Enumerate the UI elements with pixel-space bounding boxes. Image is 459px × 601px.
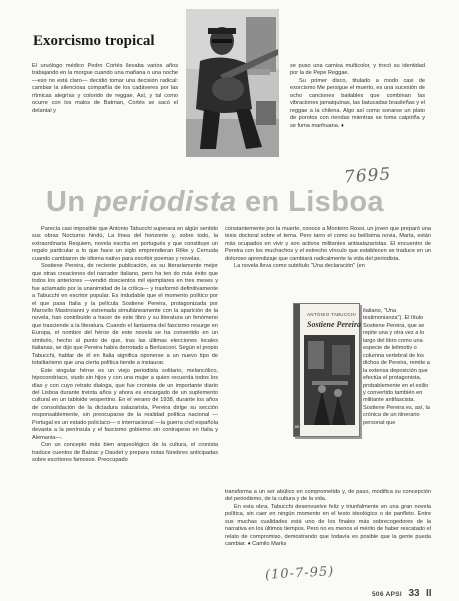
exorcismo-column-right xyxy=(290,63,425,130)
exorcismo-paragraph-3: Su primer disco, titulado a modo casi de exorcismo Me persigue el muerto, es una sucesión de ocho canciones bailables que combinan las vibraciones jamaiquinas, las batucadas brasileñas y el reggae a la chilena. Algo así como sonarse un plato de porotos con riendas mientras se toma caipiriña y se fuma marihuana. ♦ xyxy=(290,77,425,129)
book-spine xyxy=(294,304,300,436)
section-title-exorcismo: Exorcismo tropical xyxy=(33,33,155,49)
footer-section-mark: II xyxy=(426,588,432,599)
article-column-right-bottom xyxy=(225,489,431,549)
article-paragraph-5: constantemente por la muerte, conoce a Monteiro Rossi, un joven que preparó una tesis doctoral sobre el tema. Pero tarro el como su bellísima novia, Marta, están más ocupados en vivir y son activos militantes antisalazaristas. El encuentro de Pereira con los muchachos y el estrecho vínculo que establecen se traduce en un doloroso aprendizaje que cambiará radicalmente la vida del periodista. xyxy=(225,226,431,262)
article-paragraph-2: Sostiene Pereira, de reciente publicación, es su literariamente mejor que otras creaciones del narrador italiano, pero ha ten do más éxito que todos los anteriores —vendió doscientos mil ejemplares en tres meses y fue aclamado por la unanimidad de la crítica— y trasformó definitivamente a Tabucchi en escritor popular. Es indudable que el momento político por el que pasa Italia y la película Sostiene Pereira, protagonizada por Marcello Mastroianni y estrenada simultáneamente con la aparición de la novela, han contribuido a hacer de este libro y su literatura un fenómeno que trasciende a la literatura. Cuando el fantasma del fascismo resurge en Europa, el nombre del héroe de este novela se ha convertido en un símbolo, hecho al punto de que, tras las últimas elecciones locales italianas, se dijo que Pereira había derrotado a Berlusconi. Según el propio Tabucchi, hablar de él en Italia significa oponerse a un nuevo tipo de totalitarismo que una cierta política tiende a instaurar. xyxy=(32,263,218,367)
article-paragraph-1: Parecía casi imposible que Antonio Tabucchi superara en algún sentido sus obras Nocturno hindú, La línea del horizonte y, sobre todo, la extraordinaria Requiem, novela escrita en portugués y que constituye un regalo particular a lo que hace un siglo emprendieran Rilke y Cernuda cuando cambiaron de idioma nativo para escribir poemas y novelas. xyxy=(32,226,218,262)
headline-part-2: periodista xyxy=(93,186,237,218)
article-column-right-narrow xyxy=(363,308,431,427)
article-column-right-top xyxy=(225,226,431,271)
book-cover-author: ANTONIO TABUCCHI xyxy=(307,312,357,317)
article-paragraph-7: En esta obra, Tabucchi desenvuelve feliz y triunfalmente en una gran novela política, sin caer en ningún momento en el texto ideológico o de panfleto. Entre sus muchas cualidades está uno de los finales más sobrecogedores de la narrativa en los últimos tiempos. Pero no es menos el mérito de haber rescatado el relato de compromiso, demostrando que todavía es posible que la gente pueda cambiar. ♦ Camilo Marks xyxy=(225,503,431,548)
book-cover-illustration-graphic xyxy=(304,335,355,425)
article-paragraph-6-end: transforma a un ser abúlico en comprometido y, de paso, modifica su concepción del periodismo, de la cultura y de la vida. xyxy=(225,489,431,503)
footer-magazine: 506 APSI xyxy=(372,591,402,598)
exorcismo-column-left xyxy=(32,63,178,115)
article-paragraph-4: Con un concepto más bien arqueológico de la cultura, el cronista traduce cuentos de Balzac y Daudet y prepara notas fúnebres anticipadas sobre escritores famosos. Preocupado xyxy=(32,442,218,464)
footer-page-number: 33 xyxy=(408,588,420,599)
book-cover-illustration xyxy=(304,335,355,425)
article-paragraph-3: Este singular héroe es un viejo periodista solitario, melancólico, hipocondríaco, viudo sin hijos y con una mujer a quien recuerda todos los días y con cuyo retrato dialoga, que fue cronista de un importante diario del Lisboa durante treinta años y ahora es encargado de un suplemento cultural en un tabloide vespertino. En el verano de 1938, durante los años de consolidación de la dictadura salazarista, Pereira dirige su sección responsablemente, sin preocuparse de la realidad política nacional —Portugal es un estado policíaco— o internacional —la guerra civil española devasta a la península y el fascismo gobierno sin contrapeso en Italia y Alemania—. xyxy=(32,367,218,441)
book-cover-title: Sostiene Pereira xyxy=(307,320,361,329)
headline-part-3: en Lisboa xyxy=(245,186,384,218)
handwritten-note-bottom: (10-7-95) xyxy=(264,564,335,583)
musician-photo xyxy=(186,9,279,157)
article-headline xyxy=(46,186,384,219)
article-paragraph-6-start: La novela lleva como subtítulo "Una declaración" (en xyxy=(234,263,365,270)
article-column-left xyxy=(32,226,218,465)
article-paragraph-6-middle: italiano, "Una testimonianza"). El título Sostiene Pereira, que se repite una y otra vez a lo largo del libro como una especie de leitmotiv o columna vertebral de los dichos de Pereira, remite a la extensa deposición que efectúa el protagonista, probablemente en el exilio y convertido también en militante antifascista. Sostiene Pereira es, así, la crónica de un itinerario personal que xyxy=(363,308,430,426)
page-footer xyxy=(372,583,432,601)
exorcismo-paragraph-1: El uruólogo médico Pedro Cortés llevaba varios años trabajando en la morgue cuando una mañana o una noche —eso no está claro— decidió tomar una decisión radical: cambiar la silenciosa compañía de los cadáveres por las rítmicas alegrías y colorido de reggae. Así, y tal como ocurre con los malos de Batman, Cortés se sacó el delantal y xyxy=(32,63,178,114)
book-cover-sostiene-pereira xyxy=(293,303,360,437)
book-spine-number: 85 xyxy=(294,424,300,429)
handwritten-note-top: 7695 xyxy=(343,164,392,188)
musician-photo-graphic xyxy=(186,9,279,157)
headline-part-1: Un xyxy=(46,186,86,218)
exorcismo-paragraph-2: se puso una camisa multicolor, y trocó su identidad por la de Pepe Reggae. xyxy=(290,63,425,77)
